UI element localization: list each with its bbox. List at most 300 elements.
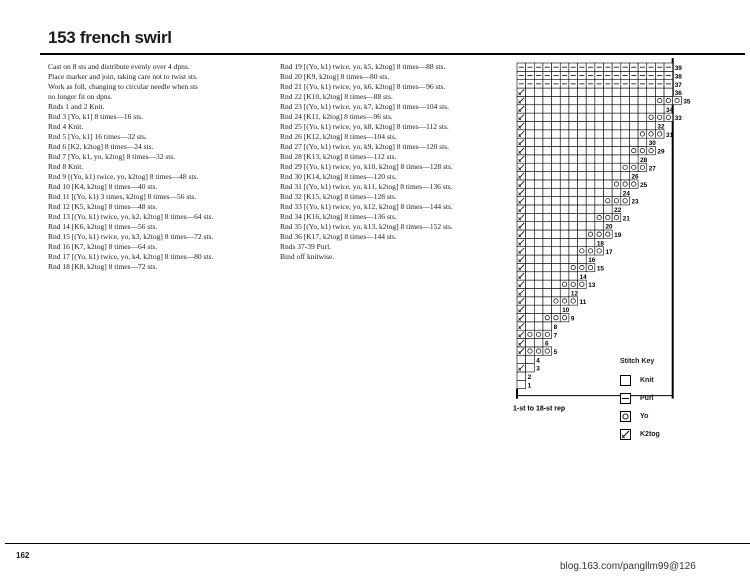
chart-row-27 xyxy=(517,163,656,172)
knit-stitch xyxy=(552,180,561,188)
knit-stitch xyxy=(629,96,638,104)
yo-stitch xyxy=(621,197,630,205)
knit-stitch xyxy=(543,247,552,255)
yo-stitch xyxy=(552,297,561,305)
k2tog-stitch xyxy=(517,180,526,188)
chart-row-3 xyxy=(517,364,540,373)
instruction-line: Rnd 9 [(Yo, k1) twice, yo, k2tog] 8 times—48 sts. xyxy=(48,172,199,181)
purl-stitch xyxy=(534,71,543,79)
instruction-line: Rnd 7 [Yo, k1, yo, k2tog] 8 times—32 sts. xyxy=(48,152,176,161)
knit-stitch xyxy=(578,197,587,205)
knit-stitch xyxy=(569,163,578,171)
knit-stitch xyxy=(534,172,543,180)
instruction-line: Rnd 14 [K6, k2tog] 8 times—56 sts. xyxy=(48,222,158,231)
instruction-line: Rnd 21 [(Yo, k1) twice, yo, k6, k2tog] 8 times—96 sts. xyxy=(280,82,446,91)
chart-row-13 xyxy=(517,280,596,289)
knit-stitch xyxy=(612,155,621,163)
knit-stitch xyxy=(543,138,552,146)
knit-stitch xyxy=(569,130,578,138)
knit-stitch xyxy=(552,130,561,138)
instruction-line: Rnd 35 [(Yo, k1) twice, yo, k13, k2tog] 8 times—152 sts. xyxy=(280,222,453,231)
yo-stitch xyxy=(586,263,595,271)
knit-stitch xyxy=(586,163,595,171)
knit-stitch xyxy=(621,138,630,146)
row-number: 19 xyxy=(614,232,622,240)
knit-stitch xyxy=(578,113,587,121)
stitch-key-item-knit xyxy=(620,375,700,389)
knit-stitch xyxy=(604,155,613,163)
knit-stitch xyxy=(543,322,552,330)
chart-row-4 xyxy=(517,355,540,364)
row-number: 14 xyxy=(579,273,587,281)
instruction-line: Rnd 20 [K9, k2tog] 8 times—80 sts. xyxy=(280,72,390,81)
knit-stitch xyxy=(526,364,535,372)
knit-stitch xyxy=(629,121,638,129)
knit-stitch xyxy=(629,130,638,138)
knit-stitch xyxy=(534,314,543,322)
chart-row-22 xyxy=(517,205,622,214)
knit-stitch xyxy=(534,238,543,246)
purl-stitch xyxy=(526,63,535,71)
knit-stitch xyxy=(655,88,664,96)
k2tog-stitch xyxy=(517,305,526,313)
yo-stitch xyxy=(612,197,621,205)
yo-stitch xyxy=(543,347,552,355)
knit-stitch xyxy=(560,147,569,155)
knit-stitch xyxy=(534,197,543,205)
knit-stitch xyxy=(552,280,561,288)
knit-stitch xyxy=(526,247,535,255)
knit-stitch xyxy=(621,88,630,96)
purl-stitch xyxy=(560,71,569,79)
knit-stitch xyxy=(578,88,587,96)
k2tog-stitch xyxy=(517,147,526,155)
purl-stitch xyxy=(621,80,630,88)
row-number: 4 xyxy=(536,357,540,365)
knit-stitch xyxy=(526,121,535,129)
yo-stitch xyxy=(569,280,578,288)
pattern-title: 153 french swirl xyxy=(48,28,172,47)
knit-stitch xyxy=(569,205,578,213)
knit-stitch xyxy=(526,272,535,280)
yo-stitch xyxy=(586,247,595,255)
knit-stitch xyxy=(586,147,595,155)
knit-stitch xyxy=(586,96,595,104)
knit-stitch xyxy=(586,180,595,188)
knit-stitch xyxy=(612,138,621,146)
knit-stitch xyxy=(569,238,578,246)
knit-stitch xyxy=(578,105,587,113)
knit-stitch xyxy=(638,121,647,129)
knit-stitch xyxy=(534,280,543,288)
row-number: 8 xyxy=(553,323,558,331)
instruction-line: Rnd 29 [(Yo, k1) twice, yo, k10, k2tog] 8 times—128 sts. xyxy=(280,162,453,171)
k2tog-stitch xyxy=(517,280,526,288)
knit-stitch xyxy=(638,96,647,104)
knit-stitch xyxy=(543,263,552,271)
chart-row-9 xyxy=(517,314,575,323)
yo-stitch xyxy=(638,147,647,155)
row-number: 23 xyxy=(631,198,639,206)
instruction-line: Rnd 28 [K13, k2tog] 8 times—112 sts. xyxy=(280,152,397,161)
yo-stitch xyxy=(586,230,595,238)
knit-stitch xyxy=(578,163,587,171)
knit-stitch xyxy=(526,105,535,113)
knit-stitch xyxy=(560,188,569,196)
instruction-line: Rnd 36 [K17, k2tog] 8 times—144 sts. xyxy=(280,232,397,241)
knit-stitch xyxy=(569,113,578,121)
knit-stitch xyxy=(526,96,535,104)
purl-stitch xyxy=(604,63,613,71)
knit-stitch xyxy=(586,213,595,221)
knit-stitch xyxy=(569,255,578,263)
k2tog-stitch xyxy=(517,163,526,171)
knit-stitch xyxy=(526,238,535,246)
instruction-line: Rnd 12 [K5, k2tog] 8 times—48 sts. xyxy=(48,202,158,211)
yo-stitch xyxy=(612,213,621,221)
knit-stitch xyxy=(612,172,621,180)
knit-stitch xyxy=(647,96,656,104)
chart-row-32 xyxy=(517,121,665,130)
knit-stitch xyxy=(560,288,569,296)
knit-stitch xyxy=(560,113,569,121)
knit-stitch xyxy=(534,263,543,271)
knit-stitch xyxy=(534,213,543,221)
knit-stitch xyxy=(569,105,578,113)
purl-stitch xyxy=(526,71,535,79)
chart-row-20 xyxy=(517,222,613,231)
knit-stitch xyxy=(569,88,578,96)
yo-stitch xyxy=(655,130,664,138)
instruction-line: Rnd 13 [(Yo, k1) twice, yo, k2, k2tog] 8 times—64 sts. xyxy=(48,212,214,221)
knit-stitch xyxy=(543,255,552,263)
knit-stitch xyxy=(604,130,613,138)
knit-stitch xyxy=(578,147,587,155)
knit-stitch xyxy=(586,105,595,113)
chart-row-14 xyxy=(517,272,587,281)
knit-stitch xyxy=(604,105,613,113)
instruction-line: Rnd 25 [(Yo, k1) twice, yo, k8, k2tog] 8 times—112 sts. xyxy=(280,122,449,131)
knit-stitch xyxy=(534,113,543,121)
knit-stitch xyxy=(552,96,561,104)
knit-stitch xyxy=(526,155,535,163)
k2tog-stitch xyxy=(517,347,526,355)
instruction-line: Rnd 31 [(Yo, k1) twice, yo, k11, k2tog] 8 times—136 sts. xyxy=(280,182,453,191)
purl-stitch xyxy=(664,80,673,88)
knit-stitch xyxy=(586,121,595,129)
knit-stitch xyxy=(629,138,638,146)
purl-stitch xyxy=(586,71,595,79)
knit-stitch xyxy=(586,222,595,230)
knit-stitch xyxy=(543,88,552,96)
knit-stitch xyxy=(604,163,613,171)
knit-stitch xyxy=(621,172,630,180)
chart-row-24 xyxy=(517,188,630,197)
knit-stitch xyxy=(543,147,552,155)
instruction-line: Rnd 11 [(Yo, k1) 3 times, k2tog] 8 times—56 sts. xyxy=(48,192,197,201)
knit-stitch xyxy=(526,322,535,330)
instruction-line: Place marker and join, taking care not to twist sts. xyxy=(48,72,198,81)
knit-stitch xyxy=(526,314,535,322)
chart-row-7 xyxy=(517,330,558,339)
k2tog-stitch xyxy=(517,255,526,263)
stitch-key-label: K2tog xyxy=(640,431,660,438)
k2tog-stitch xyxy=(517,213,526,221)
knit-stitch xyxy=(526,213,535,221)
chart-row-19 xyxy=(517,230,622,239)
knit-symbol-icon xyxy=(620,375,631,386)
knit-stitch xyxy=(604,113,613,121)
knit-stitch xyxy=(534,155,543,163)
yo-stitch xyxy=(534,347,543,355)
knit-stitch xyxy=(621,105,630,113)
purl-stitch xyxy=(543,80,552,88)
knit-stitch xyxy=(578,213,587,221)
row-number: 7 xyxy=(553,332,558,340)
knit-stitch xyxy=(621,130,630,138)
row-number: 3 xyxy=(536,365,540,373)
instruction-line: Rnd 32 [K15, k2tog] 8 times—128 sts. xyxy=(280,192,397,201)
knit-stitch xyxy=(578,121,587,129)
knit-stitch xyxy=(664,88,673,96)
instruction-line: Rnd 18 [K8, k2tog] 8 times—72 sts. xyxy=(48,262,158,271)
header-rule xyxy=(40,53,745,55)
k2tog-stitch xyxy=(517,205,526,213)
knit-stitch xyxy=(526,305,535,313)
row-number: 5 xyxy=(553,348,558,356)
purl-stitch xyxy=(604,71,613,79)
knit-stitch xyxy=(534,205,543,213)
watermark: blog.163.com/pangllm99@126 xyxy=(560,561,696,572)
purl-stitch xyxy=(655,80,664,88)
purl-stitch xyxy=(647,63,656,71)
knit-stitch xyxy=(595,88,604,96)
knit-stitch xyxy=(543,155,552,163)
chart-row-11 xyxy=(517,297,587,306)
k2tog-stitch xyxy=(517,263,526,271)
knit-stitch xyxy=(552,205,561,213)
knit-stitch xyxy=(560,247,569,255)
knit-stitch xyxy=(534,305,543,313)
row-number: 34 xyxy=(666,106,674,114)
knit-stitch xyxy=(604,88,613,96)
page-number: 162 xyxy=(16,551,30,560)
knit-stitch xyxy=(534,322,543,330)
knit-stitch xyxy=(534,339,543,347)
yo-stitch xyxy=(543,330,552,338)
instruction-line: Rnd 8 Knit. xyxy=(48,162,84,171)
yo-stitch xyxy=(673,96,682,104)
knit-stitch xyxy=(552,147,561,155)
knit-stitch xyxy=(595,105,604,113)
knit-stitch xyxy=(560,121,569,129)
instruction-line: Rnds 1 and 2 Knit. xyxy=(48,102,105,111)
instruction-line: Rnd 34 [K16, k2tog] 8 times—136 sts. xyxy=(280,212,397,221)
knit-stitch xyxy=(552,88,561,96)
purl-stitch xyxy=(595,71,604,79)
knit-stitch xyxy=(595,113,604,121)
purl-stitch xyxy=(543,63,552,71)
chart-row-36 xyxy=(517,88,682,97)
stitch-key-item-yo xyxy=(620,411,700,425)
k2tog-stitch xyxy=(517,238,526,246)
yo-stitch xyxy=(604,213,613,221)
chart-row-6 xyxy=(517,339,549,348)
purl-stitch xyxy=(629,71,638,79)
row-number: 15 xyxy=(596,265,604,273)
purl-stitch xyxy=(569,71,578,79)
instruction-line: Rnd 26 [K12, k2tog] 8 times—104 sts. xyxy=(280,132,397,141)
row-number: 35 xyxy=(683,98,691,106)
purl-stitch xyxy=(621,63,630,71)
knit-stitch xyxy=(569,96,578,104)
purl-stitch xyxy=(517,80,526,88)
knit-stitch xyxy=(552,113,561,121)
yo-stitch xyxy=(526,330,535,338)
instruction-line: Rnd 3 [Yo, k1] 8 times—16 sts. xyxy=(48,112,144,121)
knit-stitch xyxy=(621,113,630,121)
knit-stitch xyxy=(595,138,604,146)
yo-symbol-icon xyxy=(620,411,631,422)
knit-stitch xyxy=(517,372,526,380)
purl-stitch xyxy=(517,71,526,79)
repeat-label: 1-st to 18-st rep xyxy=(513,405,566,413)
knit-stitch xyxy=(560,163,569,171)
knit-stitch xyxy=(543,238,552,246)
knit-stitch xyxy=(638,88,647,96)
knit-stitch xyxy=(552,247,561,255)
row-number: 36 xyxy=(674,90,682,98)
chart-row-39 xyxy=(517,63,682,72)
yo-stitch xyxy=(664,113,673,121)
yo-stitch xyxy=(534,330,543,338)
knit-stitch xyxy=(604,96,613,104)
knit-stitch xyxy=(552,222,561,230)
knit-stitch xyxy=(552,105,561,113)
instruction-line: Rnd 19 [(Yo, k1) twice, yo, k5, k2tog] 8 times—88 sts. xyxy=(280,62,446,71)
knit-stitch xyxy=(543,297,552,305)
row-number: 29 xyxy=(657,148,665,156)
purl-stitch xyxy=(595,63,604,71)
instruction-line: Rnd 22 [K10, k2tog] 8 times—88 sts. xyxy=(280,92,393,101)
yo-stitch xyxy=(638,130,647,138)
yo-stitch xyxy=(578,263,587,271)
knit-stitch xyxy=(595,130,604,138)
purl-stitch xyxy=(578,71,587,79)
knit-stitch xyxy=(569,172,578,180)
knit-stitch xyxy=(552,288,561,296)
stitch-key-label: Yo xyxy=(640,413,649,420)
row-number: 26 xyxy=(631,173,639,181)
row-number: 12 xyxy=(570,290,579,298)
instruction-line: no longer fit on dpns. xyxy=(48,92,113,101)
chart-row-29 xyxy=(517,147,665,156)
knit-stitch xyxy=(578,96,587,104)
stitch-key-item-k2tog xyxy=(620,429,700,443)
knit-stitch xyxy=(526,88,535,96)
knit-stitch xyxy=(560,272,569,280)
purl-stitch xyxy=(629,63,638,71)
chart-row-35 xyxy=(517,96,691,105)
chart-row-38 xyxy=(517,71,682,80)
chart-row-30 xyxy=(517,138,656,147)
purl-stitch xyxy=(595,80,604,88)
knit-stitch xyxy=(604,188,613,196)
yo-stitch xyxy=(647,113,656,121)
row-number: 16 xyxy=(588,257,596,265)
chart-row-12 xyxy=(517,288,578,297)
knit-stitch xyxy=(552,272,561,280)
knit-stitch xyxy=(612,96,621,104)
yo-stitch xyxy=(595,213,604,221)
purl-stitch xyxy=(629,80,638,88)
row-number: 31 xyxy=(666,131,674,139)
yo-stitch xyxy=(629,180,638,188)
knit-stitch xyxy=(612,163,621,171)
purl-stitch xyxy=(569,80,578,88)
row-number: 13 xyxy=(588,282,596,290)
chart-row-25 xyxy=(517,180,648,189)
knit-stitch xyxy=(604,180,613,188)
knit-stitch xyxy=(586,155,595,163)
row-number: 9 xyxy=(570,315,575,323)
knit-stitch xyxy=(552,197,561,205)
purl-stitch xyxy=(552,63,561,71)
chart-row-21 xyxy=(517,213,630,222)
knit-stitch xyxy=(612,105,621,113)
knit-stitch xyxy=(578,180,587,188)
yo-stitch xyxy=(664,96,673,104)
yo-stitch xyxy=(526,347,535,355)
knit-stitch xyxy=(517,380,526,388)
knit-stitch xyxy=(578,138,587,146)
knit-stitch xyxy=(526,138,535,146)
purl-stitch xyxy=(534,80,543,88)
k2tog-stitch xyxy=(517,113,526,121)
knit-stitch xyxy=(526,288,535,296)
row-number: 10 xyxy=(562,307,570,315)
knit-stitch xyxy=(534,247,543,255)
k2tog-stitch xyxy=(517,155,526,163)
knit-stitch xyxy=(543,96,552,104)
knit-stitch xyxy=(586,188,595,196)
knit-stitch xyxy=(526,280,535,288)
knit-stitch xyxy=(578,130,587,138)
knit-stitch xyxy=(578,255,587,263)
knit-stitch xyxy=(595,163,604,171)
knit-stitch xyxy=(534,180,543,188)
knit-stitch xyxy=(560,222,569,230)
yo-stitch xyxy=(552,314,561,322)
knit-stitch xyxy=(552,263,561,271)
purl-stitch xyxy=(664,63,673,71)
knit-stitch xyxy=(569,121,578,129)
knit-stitch xyxy=(534,130,543,138)
row-number: 20 xyxy=(605,223,613,231)
knit-stitch xyxy=(526,188,535,196)
row-number: 39 xyxy=(674,65,682,73)
knit-stitch xyxy=(578,155,587,163)
knit-stitch xyxy=(534,138,543,146)
instruction-line: Rnds 37-39 Purl. xyxy=(280,242,332,251)
purl-stitch xyxy=(664,71,673,79)
purl-stitch xyxy=(647,80,656,88)
k2tog-stitch xyxy=(517,288,526,296)
knit-stitch xyxy=(534,163,543,171)
stitch-key-item-purl xyxy=(620,393,700,407)
knit-stitch xyxy=(629,88,638,96)
purl-stitch xyxy=(586,80,595,88)
